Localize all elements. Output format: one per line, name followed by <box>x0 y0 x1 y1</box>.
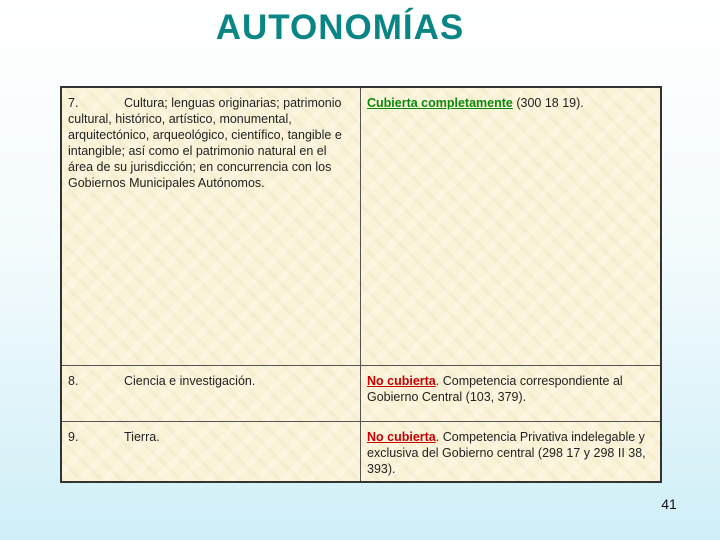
competence-number: 8. <box>68 373 79 388</box>
table-row <box>61 87 661 365</box>
table-row <box>61 365 661 421</box>
competences-table <box>60 86 662 483</box>
competence-text-first-line: Tierra. <box>124 429 160 444</box>
status-detail: (300 18 19). <box>512 96 584 110</box>
status-detail: . Competencia correspondiente al Gobierno Central (103, 379). <box>367 373 623 404</box>
status-detail: . Competencia Privativa indelegable y exclusiva del Gobierno central (298 17 y 298 II 38, 393). <box>367 429 646 476</box>
competence-cell <box>61 365 361 421</box>
competence-number: 9. <box>68 429 79 444</box>
status-cell <box>361 87 662 365</box>
status-not-covered: No cubierta <box>367 373 436 388</box>
competence-cell <box>61 421 361 482</box>
competence-text-rest: patrimonio cultural, histórico, artístico, monumental, arquitectónico, arqueológico, científico, tangible e intangible; así como el patrimonio natural en el área de su jurisdicción; en concurrencia con los Gobiernos Municipales Autónomos. <box>68 96 342 190</box>
status-covered: Cubierta completamente <box>367 96 513 110</box>
status-cell <box>361 421 662 482</box>
competence-cell <box>61 87 361 365</box>
slide-title: AUTONOMÍAS <box>215 8 465 47</box>
competence-text-first-line: Cultura; lenguas originarias; <box>124 96 280 110</box>
page-number: 41 <box>661 496 677 512</box>
competence-text-first-line: Ciencia e investigación. <box>124 373 256 388</box>
table-row <box>61 421 661 482</box>
competence-number: 7. <box>68 96 79 110</box>
status-not-covered: No cubierta <box>367 429 436 444</box>
status-cell <box>361 365 662 421</box>
